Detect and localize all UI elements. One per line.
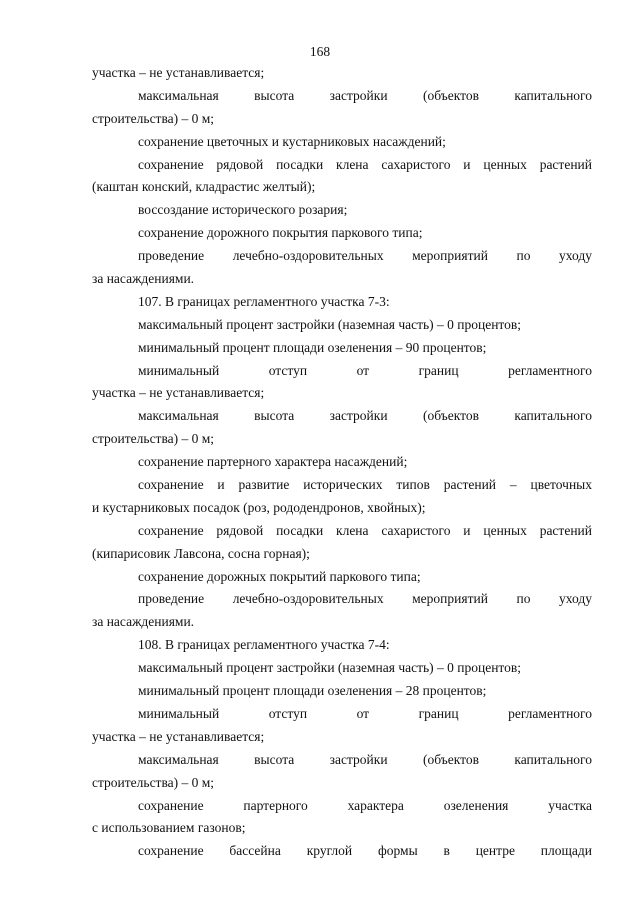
text-line: сохранение дорожных покрытий паркового типа; (138, 568, 421, 584)
text-line: сохранение рядовой посадки клена сахаристого и ценных растений (138, 522, 592, 538)
text-line: максимальная высота застройки (объектов капитального (138, 751, 592, 767)
text-line: сохранение бассейна круглой формы в центре площади (138, 843, 592, 859)
text-line: участка – не устанавливается; (92, 385, 265, 401)
text-line: максимальный процент застройки (наземная часть) – 0 процентов; (138, 316, 522, 332)
text-line: (кипарисовик Лавсона, сосна горная); (92, 545, 310, 561)
text-line: за насаждениями. (92, 271, 195, 287)
text-line: сохранение рядовой посадки клена сахаристого и ценных растений (138, 156, 592, 172)
text-line: строительства) – 0 м; (92, 774, 215, 790)
text-line: сохранение дорожного покрытия паркового типа; (138, 225, 423, 241)
text-line: участка – не устанавливается; (92, 65, 265, 80)
document-text (92, 62, 592, 863)
text-line: воссоздание исторического розария; (138, 202, 348, 218)
text-line: минимальный отступ от границ регламентного (138, 362, 592, 378)
text-line: сохранение цветочных и кустарниковых насаждений; (138, 133, 446, 149)
text-line: строительства) – 0 м; (92, 110, 215, 126)
text-line: 107. В границах регламентного участка 7-3: (138, 293, 390, 309)
text-line: сохранение партерного характера озеленения участка (138, 797, 592, 813)
text-line: с использованием газонов; (92, 820, 246, 836)
text-line: строительства) – 0 м; (92, 431, 215, 447)
text-line: участка – не устанавливается; (92, 728, 265, 744)
text-line: максимальный процент застройки (наземная часть) – 0 процентов; (138, 660, 522, 676)
page-number: 168 (309, 44, 331, 59)
text-line: и кустарниковых посадок (роз, рододендронов, хвойных); (92, 499, 426, 515)
text-line: максимальная высота застройки (объектов капитального (138, 87, 592, 103)
text-line: (каштан конский, кладрастис желтый); (92, 179, 316, 195)
text-line: проведение лечебно-оздоровительных мероприятий по уходу (138, 591, 592, 607)
text-line: 108. В границах регламентного участка 7-4: (138, 637, 390, 653)
text-line: проведение лечебно-оздоровительных мероприятий по уходу (138, 248, 592, 264)
text-line: минимальный процент площади озеленения – 28 процентов; (138, 683, 487, 699)
text-line: максимальная высота застройки (объектов капитального (138, 408, 592, 424)
text-line: за насаждениями. (92, 614, 195, 630)
text-line: минимальный отступ от границ регламентного (138, 705, 592, 721)
text-line: сохранение и развитие исторических типов растений – цветочных (138, 477, 592, 493)
text-line: минимальный процент площади озеленения – 90 процентов; (138, 339, 487, 355)
text-line: сохранение партерного характера насаждений; (138, 454, 408, 470)
